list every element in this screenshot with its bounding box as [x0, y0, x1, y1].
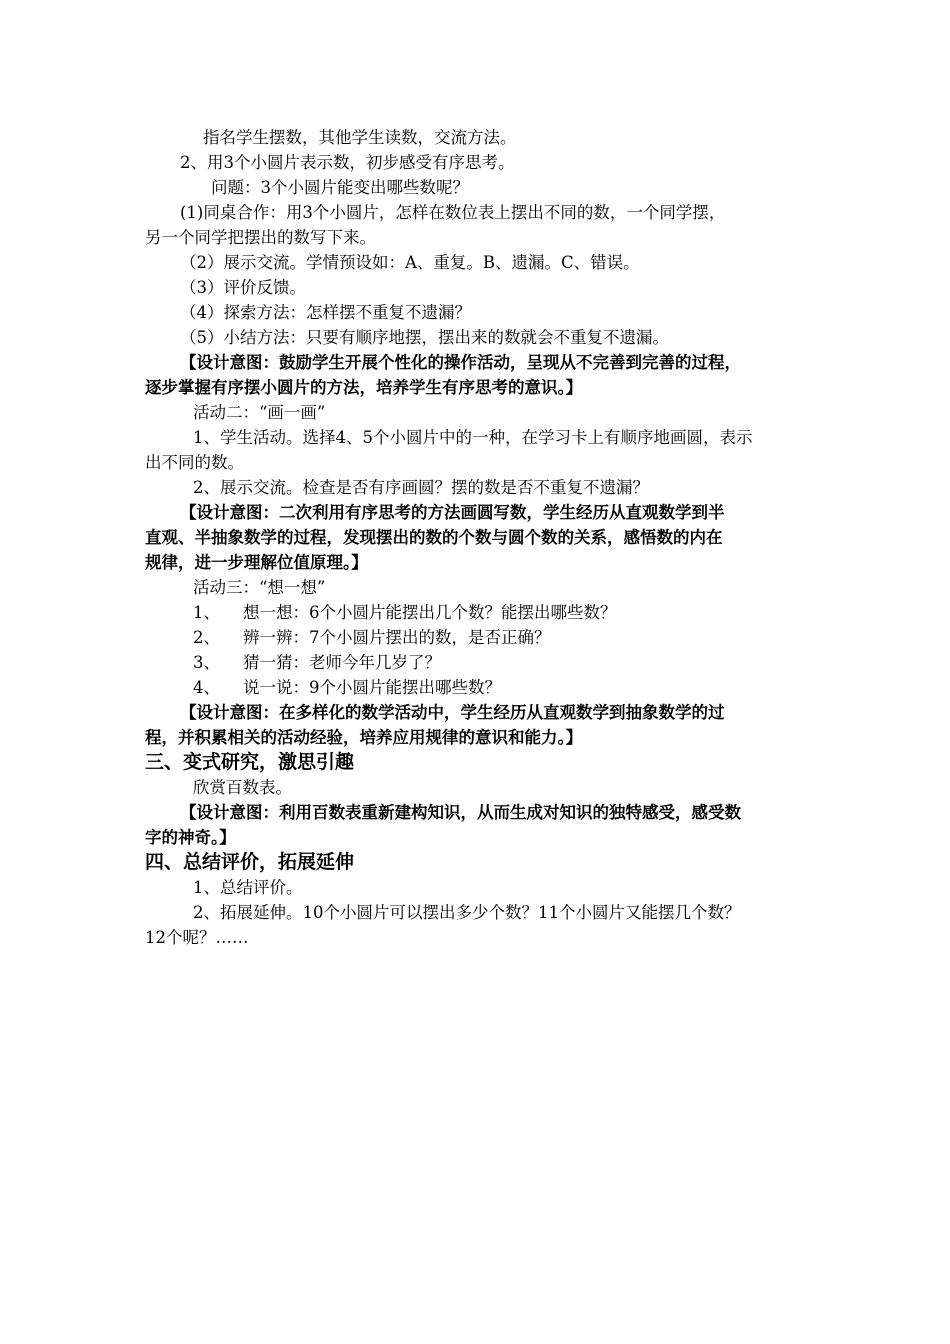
text-line: 1、学生活动。选择4、5个小圆片中的一种，在学习卡上有顺序地画圆，表示 — [193, 428, 753, 447]
list-number: 4、 — [193, 678, 220, 697]
text-line: 问题：3个小圆片能变出哪些数呢？ — [211, 178, 469, 197]
text-line: （5）小结方法：只要有顺序地摆，摆出来的数就会不重复不遗漏。 — [180, 328, 669, 347]
text-line: 出不同的数。 — [145, 453, 244, 472]
text-line: （3）评价反馈。 — [180, 278, 306, 297]
design-intent-note: 规律，进一步理解位值原理。】 — [145, 553, 368, 572]
text-line: 欣赏百数表。 — [193, 778, 292, 797]
list-text: 猜一猜：老师今年几岁了？ — [243, 653, 441, 672]
list-number: 2、 — [193, 628, 220, 647]
text-line: 2、拓展延伸。10个小圆片可以摆出多少个数？11个小圆片又能摆几个数？ — [193, 903, 741, 922]
list-text: 辨一辨：7个小圆片摆出的数，是否正确？ — [243, 628, 551, 647]
list-number: 3、 — [193, 653, 220, 672]
section-heading: 四、总结评价，拓展延伸 — [145, 851, 355, 873]
design-intent-note: 直观、半抽象数学的过程，发现摆出的数的个数与圆个数的关系，感悟数的内在 — [145, 528, 723, 547]
section-heading: 三、变式研究，激思引趣 — [145, 751, 355, 773]
activity-title: 活动三：“想一想” — [193, 578, 326, 597]
text-line: 2、展示交流。检查是否有序画圆？摆的数是否不重复不遗漏？ — [193, 478, 649, 497]
text-line: 12个呢？…… — [145, 928, 249, 947]
design-intent-note: 【设计意图：鼓励学生开展个性化的操作活动，呈现从不完善到完善的过程， — [180, 353, 741, 372]
design-intent-note: 程，并积累相关的活动经验，培养应用规律的意识和能力。】 — [145, 728, 583, 747]
text-line: (1)同桌合作：用3个小圆片，怎样在数位表上摆出不同的数，一个同学摆， — [180, 203, 726, 222]
list-number: 1、 — [193, 603, 220, 622]
list-item — [145, 625, 863, 650]
text-line: 1、总结评价。 — [193, 878, 303, 897]
text-line: 2、用3个小圆片表示数，初步感受有序思考。 — [180, 153, 515, 172]
design-intent-note: 【设计意图：二次利用有序思考的方法画圆写数，学生经历从直观数学到半 — [180, 503, 725, 522]
text-line: （2）展示交流。学情预设如：A、重复。B、遗漏。C、错误。 — [180, 253, 640, 272]
list-item — [145, 650, 863, 675]
design-intent-note: 【设计意图：在多样化的数学活动中，学生经历从直观数学到抽象数学的过 — [180, 703, 725, 722]
activity-title: 活动二：“画一画” — [193, 403, 326, 422]
list-text: 想一想：6个小圆片能摆出几个数？能摆出哪些数？ — [243, 603, 617, 622]
design-intent-note: 【设计意图：利用百数表重新建构知识，从而生成对知识的独特感受，感受数 — [180, 803, 741, 822]
text-line: 另一个同学把摆出的数写下来。 — [145, 228, 376, 247]
list-text: 说一说：9个小圆片能摆出哪些数？ — [243, 678, 501, 697]
text-line: 指名学生摆数，其他学生读数，交流方法。 — [203, 128, 517, 147]
list-item — [145, 675, 863, 700]
design-intent-note: 逐步掌握有序摆小圆片的方法，培养学生有序思考的意识。】 — [145, 378, 583, 397]
list-item — [145, 600, 863, 625]
text-line: （4）探索方法：怎样摆不重复不遗漏？ — [180, 303, 471, 322]
design-intent-note: 字的神奇。】 — [145, 828, 236, 847]
